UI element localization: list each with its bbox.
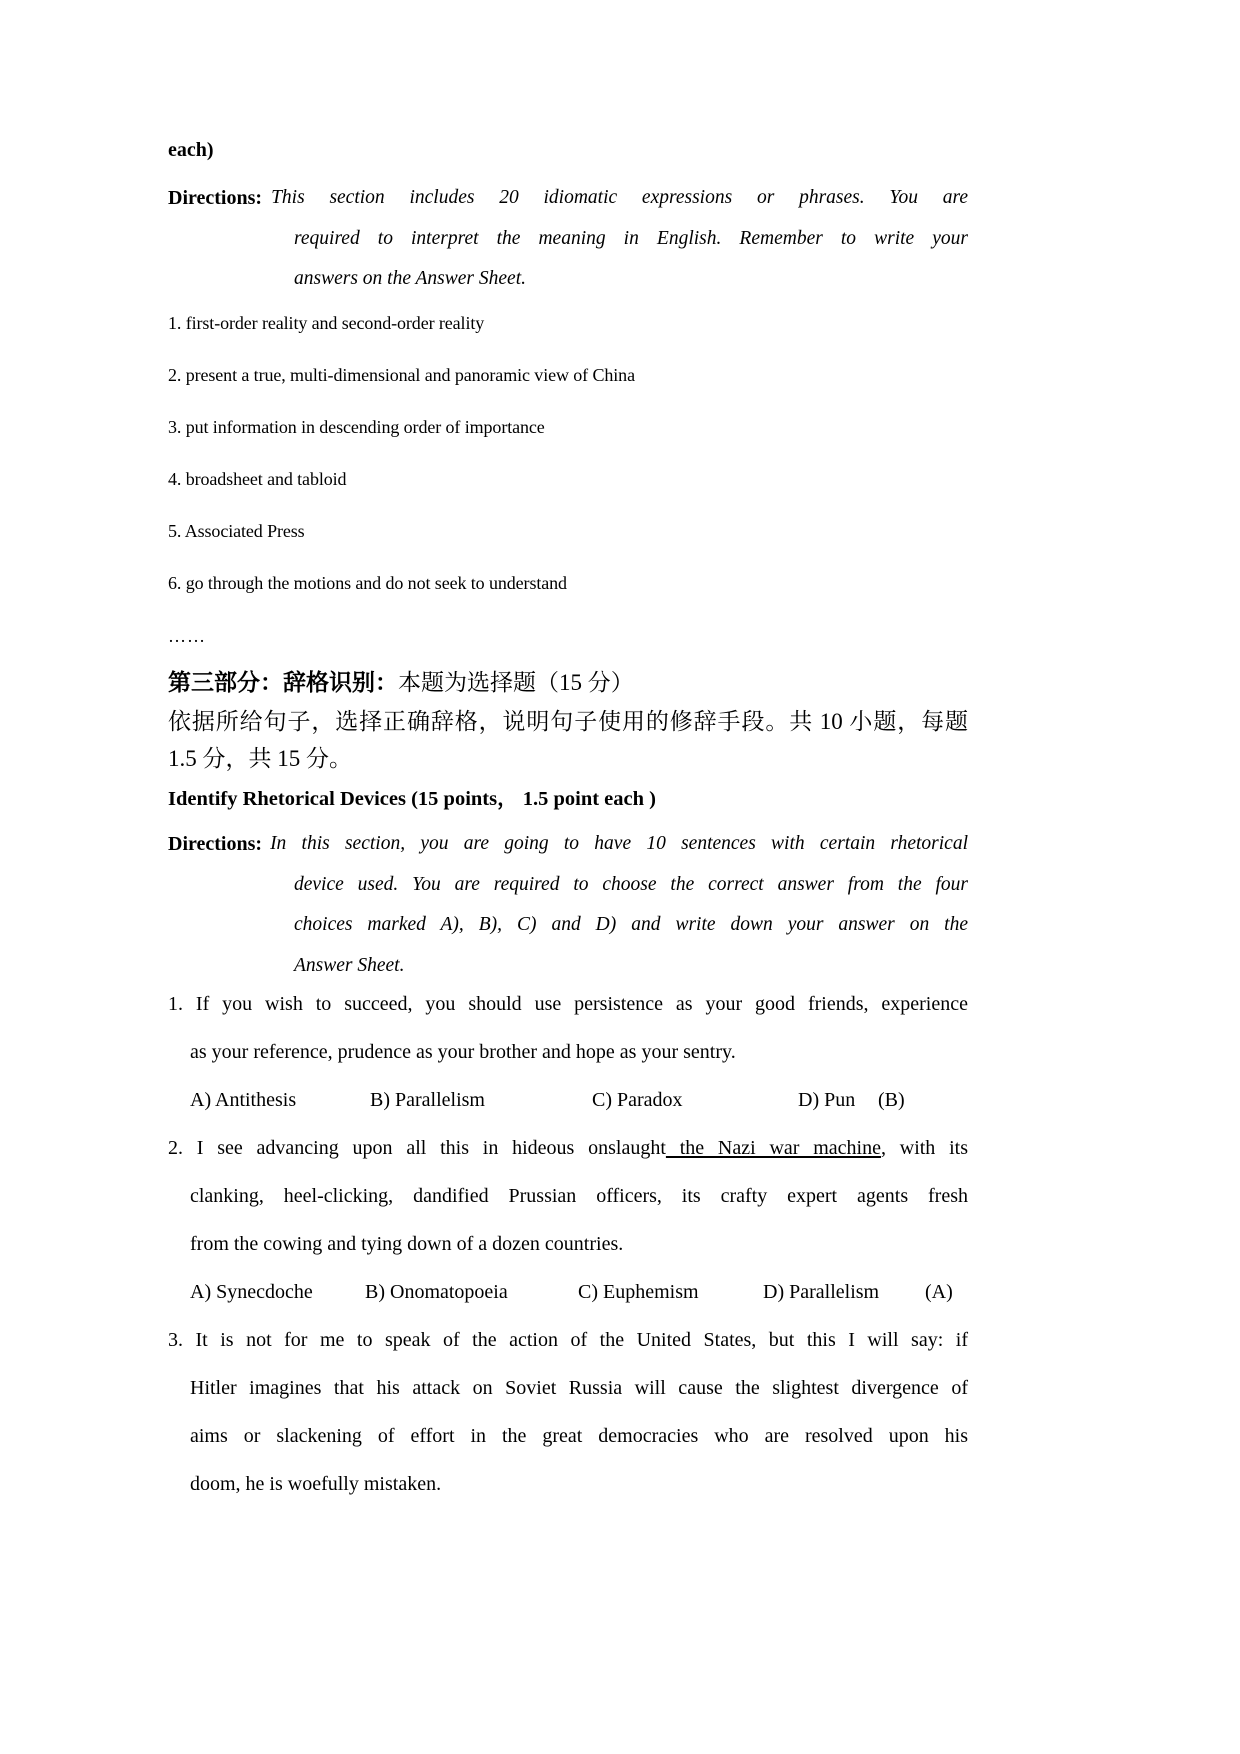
idiom-directions-line-3: answers on the Answer Sheet.	[294, 268, 527, 290]
ellipsis-text: ……	[168, 625, 206, 646]
part-three-heading-bold: 第三部分：辞格识别：	[168, 669, 398, 695]
list-item: 4. broadsheet and tabloid	[168, 468, 347, 489]
idiom-directions-block	[168, 186, 968, 292]
question-3-line-4: doom, he is woefully mistaken.	[190, 1473, 442, 1496]
question-2-post-text: , with its	[880, 1137, 968, 1160]
question-1-line-1: 1. If you wish to succeed, you should use persistence as your good friends, experience	[168, 993, 968, 1016]
rhetoric-directions-first-row	[168, 832, 968, 857]
question-2-line-1	[168, 1138, 968, 1158]
option-c[interactable]: C) Paradox	[592, 1089, 683, 1112]
idiom-directions-first-row	[168, 186, 968, 211]
identify-rhetorical-devices-heading: Identify Rhetorical Devices (15 points， 1.5 point each )	[168, 788, 656, 811]
list-item: 1. first-order reality and second-order reality	[168, 312, 485, 333]
rhetoric-directions-line-2: device used. You are required to choose the correct answer from the four	[294, 873, 968, 895]
option-c[interactable]: C) Euphemism	[578, 1281, 699, 1304]
question-1-options	[168, 1090, 968, 1110]
question-2-line-3: from the cowing and tying down of a dozen countries.	[190, 1233, 624, 1256]
question-1	[168, 994, 968, 1110]
question-1-answer: (B)	[878, 1089, 905, 1112]
list-item: 3. put information in descending order of importance	[168, 416, 545, 437]
question-3-line-2: Hitler imagines that his attack on Soviet Russia will cause the slightest divergence of	[190, 1377, 968, 1400]
question-2-answer: (A)	[925, 1281, 953, 1304]
question-2-underlined-phrase: the Nazi war machine	[665, 1137, 881, 1160]
rhetoric-directions-label: Directions:	[168, 832, 263, 855]
question-2-line-2: clanking, heel-clicking, dandified Prussian officers, its crafty expert agents fresh	[190, 1185, 968, 1208]
page-content	[168, 140, 968, 1494]
question-3	[168, 1330, 968, 1494]
rhetoric-directions-line-3: choices marked A), B), C) and D) and write down your answer on the	[294, 914, 968, 936]
idiom-directions-label: Directions:	[168, 187, 263, 209]
idiom-item-list	[168, 314, 968, 592]
question-2	[168, 1138, 968, 1302]
option-d[interactable]: D) Parallelism	[763, 1281, 880, 1304]
part-three-heading-rest: 本题为选择题（15 分）	[398, 669, 634, 695]
top-fragment-text: each)	[168, 139, 214, 161]
idiom-directions-line-1: This section includes 20 idiomatic expressions or phrases. You are	[271, 187, 968, 208]
question-2-pre-text: 2. I see advancing upon all this in hideous onslaught	[168, 1137, 666, 1160]
option-a[interactable]: A) Antithesis	[190, 1089, 297, 1112]
question-3-line-3: aims or slackening of effort in the great democracies who are resolved upon his	[190, 1425, 968, 1448]
question-2-text	[168, 1138, 968, 1254]
option-b[interactable]: B) Parallelism	[370, 1089, 485, 1112]
list-item: 6. go through the motions and do not seek to understand	[168, 572, 567, 593]
list-item: 5. Associated Press	[168, 520, 305, 541]
question-3-text	[168, 1330, 968, 1494]
question-1-line-2: as your reference, prudence as your brother and hope as your sentry.	[190, 1041, 736, 1064]
option-d[interactable]: D) Pun	[798, 1089, 856, 1112]
rhetoric-directions-block	[168, 832, 968, 978]
option-a[interactable]: A) Synecdoche	[190, 1281, 313, 1304]
rhetoric-directions-line-4: Answer Sheet.	[294, 954, 405, 976]
question-3-line-1: 3. It is not for me to speak of the action of the United States, but this I will say: if	[168, 1329, 968, 1352]
idiom-directions-line-2: required to interpret the meaning in English. Remember to write your	[294, 228, 968, 249]
rhetoric-directions-line-1: In this section, you are going to have 10 sentences with certain rhetorical	[270, 832, 968, 854]
part-three-heading	[168, 667, 968, 698]
list-item: 2. present a true, multi-dimensional and panoramic view of China	[168, 364, 635, 385]
question-1-text	[168, 994, 968, 1062]
part-three-chinese-paragraph: 依据所给句子，选择正确辞格，说明句子使用的修辞手段。共 10 小题，每题 1.5 分，共 15 分。	[168, 708, 969, 771]
option-b[interactable]: B) Onomatopoeia	[365, 1281, 508, 1304]
question-2-options	[168, 1282, 968, 1302]
